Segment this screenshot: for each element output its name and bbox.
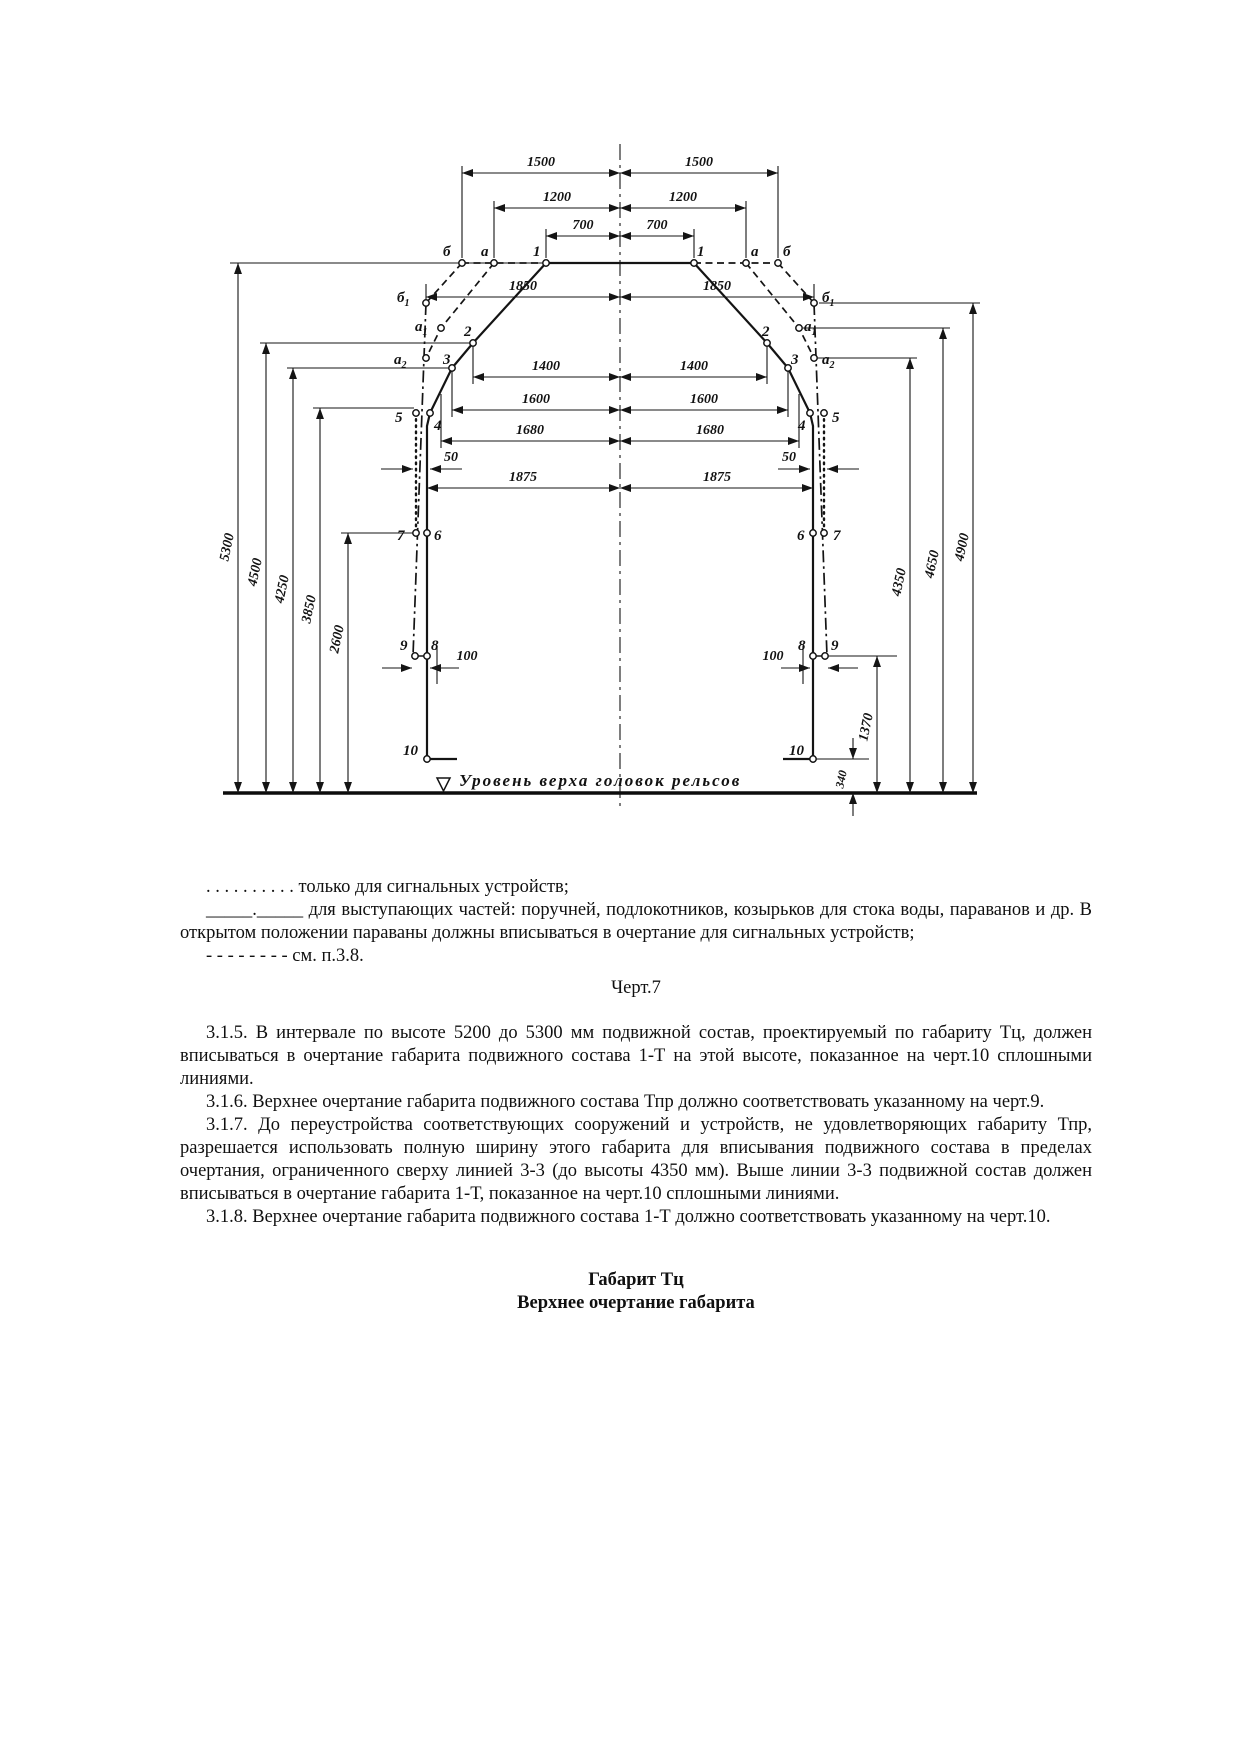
dim-label: 1850 bbox=[509, 279, 537, 294]
point-label: 2 bbox=[464, 324, 472, 340]
dim-label: 1370 bbox=[856, 712, 877, 743]
text-column bbox=[180, 876, 1092, 1315]
gauge-diagram bbox=[205, 128, 995, 828]
level-mark-icon bbox=[437, 778, 450, 791]
dim-label: 700 bbox=[572, 218, 594, 233]
point-labels bbox=[394, 244, 841, 759]
rail-level-label: Уровень верха головок рельсов bbox=[459, 771, 742, 790]
point-label: 5 bbox=[832, 410, 840, 426]
dim-label: 1500 bbox=[685, 155, 713, 170]
point-label: 9 bbox=[400, 638, 408, 654]
dim-label: 3850 bbox=[299, 594, 320, 625]
point-label: $а_1$ bbox=[804, 319, 817, 338]
figure-caption: Черт.7 bbox=[611, 978, 661, 998]
dim-label: 1400 bbox=[532, 359, 560, 374]
dim-label: 5300 bbox=[217, 532, 238, 563]
dim-label: 1600 bbox=[690, 392, 718, 407]
dim-label: 4500 bbox=[245, 557, 266, 588]
heading-line-2: Верхнее очертание габарита bbox=[517, 1293, 755, 1313]
point-label: 5 bbox=[395, 410, 403, 426]
paragraph-3-1-8: 3.1.8. Верхнее очертание габарита подвижного состава 1-Т должно соответствовать указанному на черт.10. bbox=[206, 1207, 1051, 1227]
dim-label: 100 bbox=[456, 649, 478, 664]
heading-line-1: Габарит Тц bbox=[588, 1270, 684, 1290]
dim-label: 50 bbox=[782, 450, 796, 465]
legend-item-text: только для сигнальных устройств; bbox=[298, 877, 569, 897]
point-label: 8 bbox=[431, 638, 439, 654]
figure-legend bbox=[180, 876, 1092, 968]
point-label: $б_1$ bbox=[397, 290, 410, 309]
dim-label: 100 bbox=[762, 649, 784, 664]
paragraph-3-1-6: 3.1.6. Верхнее очертание габарита подвижного состава Тпр должно соответствовать указанному на черт.9. bbox=[206, 1092, 1045, 1112]
dashdot-line-marker: _____._____ bbox=[206, 900, 309, 920]
paragraph-3-1-7: 3.1.7. До переустройства соответствующих сооружений и устройств, не удовлетворяющих габариту Тпр, разрешается использовать полную ширину этого габарита для вписывания подвижного состава в пределах очертания, ограниченного сверху линией 3-3 (до высоты 4350 мм). Выше линии 3-3 подвижной состав должен вписываться в очертание габарита 1-Т, показанное на черт.10 сплошными линиями. bbox=[180, 1115, 1092, 1204]
next-figure-heading bbox=[180, 1269, 1092, 1315]
point-label: а bbox=[481, 244, 489, 260]
dim-label: 1680 bbox=[696, 423, 724, 438]
dim-label: 1600 bbox=[522, 392, 550, 407]
dim-label: 1875 bbox=[703, 470, 731, 485]
point-label: 3 bbox=[443, 352, 451, 368]
dim-label: 4250 bbox=[272, 574, 293, 605]
dim-label: 50 bbox=[444, 450, 458, 465]
point-label: а bbox=[751, 244, 759, 260]
dotted-line-marker: . . . . . . . . . . bbox=[206, 877, 299, 897]
point-label: 10 bbox=[789, 743, 804, 759]
dim-label: 1500 bbox=[527, 155, 555, 170]
gauge-outline-solid bbox=[427, 263, 813, 759]
dim-label: 1850 bbox=[703, 279, 731, 294]
dashed-line-marker: - - - - - - - - bbox=[206, 946, 293, 966]
point-label: 7 bbox=[397, 528, 405, 544]
point-label: б bbox=[783, 244, 791, 260]
extension-lines bbox=[230, 166, 980, 759]
point-label: $б_1$ bbox=[822, 290, 835, 309]
dim-label: 2600 bbox=[327, 624, 348, 655]
point-label: 10 bbox=[403, 743, 418, 759]
legend-item-dashdot bbox=[180, 899, 1092, 945]
point-label: 8 bbox=[798, 638, 806, 654]
dim-label: 4650 bbox=[922, 549, 943, 580]
point-label: $а_1$ bbox=[415, 319, 428, 338]
figure-gauge-Tc bbox=[0, 0, 1240, 828]
dim-label: 1875 bbox=[509, 470, 537, 485]
point-label: 1 bbox=[533, 244, 541, 260]
point-label: $а_2$ bbox=[822, 352, 835, 371]
point-label: 6 bbox=[434, 528, 442, 544]
legend-item-text: см. п.3.8. bbox=[292, 946, 364, 966]
legend-item-dotted bbox=[180, 876, 1092, 899]
point-label: 9 bbox=[831, 638, 839, 654]
point-label: 6 bbox=[797, 528, 805, 544]
dim-label: 340 bbox=[832, 768, 850, 790]
point-label: 3 bbox=[791, 352, 799, 368]
point-label: 7 bbox=[833, 528, 841, 544]
point-label: $а_2$ bbox=[394, 352, 407, 371]
dim-labels-vertical bbox=[217, 532, 972, 790]
paragraph-3-1-5: 3.1.5. В интервале по высоте 5200 до 5300 мм подвижной состав, проектируемый по габариту Тц, должен вписываться в очертание габарита подвижного состава 1-Т на этой высоте, показанное на черт.10 сплошными линиями. bbox=[180, 1023, 1092, 1089]
dim-label: 1200 bbox=[669, 190, 697, 205]
point-label: 4 bbox=[798, 418, 806, 434]
legend-item-dashed bbox=[180, 945, 1092, 968]
legend-item-text: для выступающих частей: поручней, подлокотников, козырьков для стока воды, параванов и др. В открытом положении параваны должны вписываться в очертание для сигнальных устройств; bbox=[180, 900, 1092, 943]
dim-label: 4350 bbox=[889, 567, 910, 598]
dim-label: 1200 bbox=[543, 190, 571, 205]
point-label: 2 bbox=[762, 324, 770, 340]
point-label: 4 bbox=[434, 418, 442, 434]
dim-label: 1680 bbox=[516, 423, 544, 438]
dim-label: 700 bbox=[646, 218, 668, 233]
point-label: 1 bbox=[697, 244, 705, 260]
dim-label: 1400 bbox=[680, 359, 708, 374]
dim-label: 4900 bbox=[952, 532, 973, 563]
point-label: б bbox=[443, 244, 451, 260]
body-paragraphs bbox=[180, 1022, 1092, 1229]
